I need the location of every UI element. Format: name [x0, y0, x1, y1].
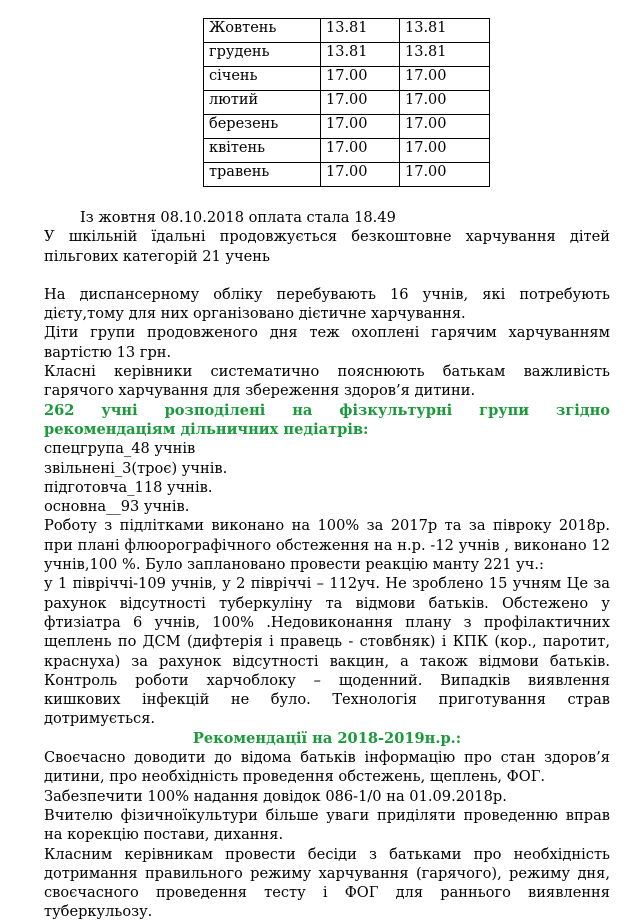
heading-recommendations: Рекомендації на 2018-2019н.р.:: [192, 729, 462, 747]
list-item-preparatory: підготовча_118 учнів.: [44, 478, 213, 496]
fee-cell: 17.00: [400, 91, 490, 115]
paragraph-rec-class-teachers: Класним керівникам провести бесіди з батьками про необхідність дотримання правильного режиму харчування (гарячого), режиму дня, своєчасного проведення тесту і ФОГ для раннього виявлення туберкульозу.: [44, 845, 610, 921]
fee-cell: 13.81: [400, 19, 490, 43]
paragraph-rec-pe-teacher: Вчителю фізичноїкультури більше уваги приділяти проведенню вправ на корекцію постави, дихання.: [44, 806, 610, 844]
paragraph-mantoux: у 1 півріччі-109 учнів, у 2 півріччі – 112уч. Не зроблено 15 учням Це за рахунок відсутності туберкуліну та відмови батьків. Обстежено у фтизіатра 6 учнів, 100% .Недовиконання плану з профілактичних щеплень по ДСМ (дифтерія і правець - стовбняк) і КПК (кор., паротит, краснуха) за рахунок відсутності вакцин, а також відмови батьків. Контроль роботи харчоблоку – щоденний. Випадків виявлення кишкових інфекцій не було. Технологія приготування страв дотримується.: [44, 575, 610, 728]
document-body: [44, 208, 610, 922]
table-row: [204, 43, 490, 67]
fee-cell: 17.00: [321, 163, 400, 187]
paragraph-teen-work: Роботу з підлітками виконано на 100% за 2017р та за півроку 2018р. при плані флюорографічного обстеження на н.р. -12 учнів , виконано 12 учнів,100 %. Було заплановано провести реакцію манту 221 уч.:: [44, 517, 610, 574]
fee-cell: 13.81: [321, 43, 400, 67]
month-cell: Жовтень: [204, 19, 321, 43]
month-cell: березень: [204, 115, 321, 139]
fee-cell: 13.81: [321, 19, 400, 43]
paragraph-payment-change: Із жовтня 08.10.2018 оплата стала 18.49: [80, 209, 396, 226]
paragraph-extended-day: Діти групи продовженого дня теж охоплені гарячим харчуванням вартістю 13 грн.: [44, 324, 610, 361]
fee-cell: 17.00: [321, 91, 400, 115]
fee-cell: 17.00: [400, 67, 490, 91]
month-cell: січень: [204, 67, 321, 91]
heading-pe-groups: 262 учні розподілені на фізкультурні групи згідно рекомендаціям дільничних педіатрів:: [44, 401, 610, 438]
fee-cell: 17.00: [321, 115, 400, 139]
table-row: [204, 139, 490, 163]
spacer: [44, 266, 610, 285]
list-item-special-group: спецгрупа_48 учнів: [44, 440, 196, 458]
paragraph-class-teachers: Класні керівники систематично пояснюють батькам важливість гарячого харчування для збереження здоров’я дитини.: [44, 363, 610, 400]
month-cell: лютий: [204, 91, 321, 115]
paragraph-rec-certificates: Забезпечити 100% надання довідок 086-1/0 на 01.09.2018р.: [44, 787, 507, 805]
paragraph-rec-inform-parents: Своєчасно доводити до відома батьків інформацію про стан здоров’я дитини, про необхідність проведення обстежень, щеплень, ФОГ.: [44, 749, 610, 786]
fee-cell: 17.00: [400, 163, 490, 187]
month-cell: грудень: [204, 43, 321, 67]
fee-cell: 17.00: [400, 115, 490, 139]
month-cell: квітень: [204, 139, 321, 163]
fee-cell: 13.81: [400, 43, 490, 67]
fee-cell: 17.00: [321, 139, 400, 163]
month-cell: травень: [204, 163, 321, 187]
list-item-main: основна__93 учнів.: [44, 498, 190, 516]
paragraph-dispensary: На диспансерному обліку перебувають 16 учнів, які потребують дієту,тому для них організовано дієтичне харчування.: [44, 285, 610, 323]
fees-table-body: [204, 19, 490, 187]
table-row: [204, 67, 490, 91]
paragraph-free-meals: У шкільній їдальні продовжується безкоштовне харчування дітей пільгових категорій 21 учень: [44, 228, 610, 265]
table-row: [204, 19, 490, 43]
table-row: [204, 91, 490, 115]
fees-table: [203, 18, 490, 187]
table-row: [204, 163, 490, 187]
fee-cell: 17.00: [400, 139, 490, 163]
table-row: [204, 115, 490, 139]
fee-cell: 17.00: [321, 67, 400, 91]
list-item-exempt: звільнені_3(троє) учнів.: [44, 459, 228, 477]
